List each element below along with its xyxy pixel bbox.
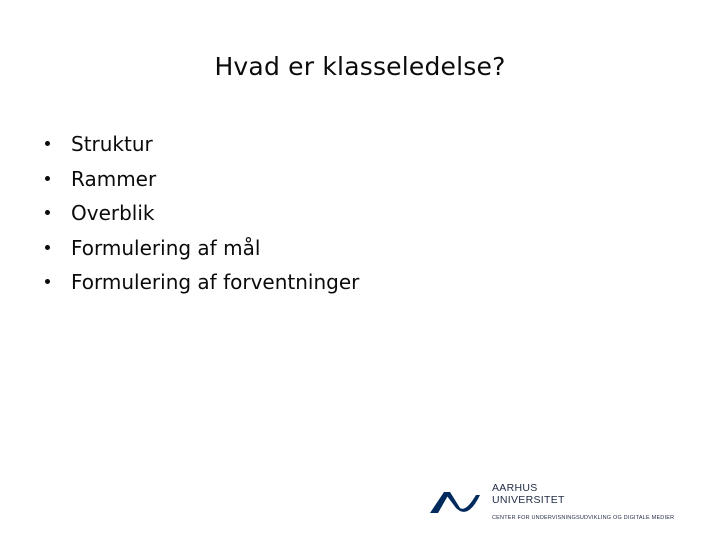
bullet-text: Formulering af mål [71,235,261,260]
bullet-dot [45,210,50,215]
university-name [492,482,565,506]
bullet-item [45,130,359,165]
bullet-dot [45,141,50,146]
bullet-dot [45,245,50,250]
university-name-line1: AARHUS [492,482,538,494]
bullet-text: Struktur [71,132,153,156]
bullet-item [45,268,359,303]
slide-title: Hvad er klasseledelse? [214,52,506,81]
university-logo [430,478,720,528]
department-name: CENTER FOR UNDERVISNINGSUDVIKLING OG DIGITALE MEDIER [492,515,675,521]
bullet-text: Rammer [71,166,157,191]
bullet-text: Formulering af forventninger [71,270,360,294]
bullet-list [45,130,359,303]
bullet-dot [45,176,50,181]
bullet-item [45,234,359,269]
bullet-item [45,199,359,234]
bullet-text: Overblik [71,201,155,225]
bullet-dot [45,279,50,284]
university-name-line2: UNIVERSITET [492,494,565,506]
aarhus-university-logo-icon [430,486,485,514]
bullet-item [45,165,359,200]
